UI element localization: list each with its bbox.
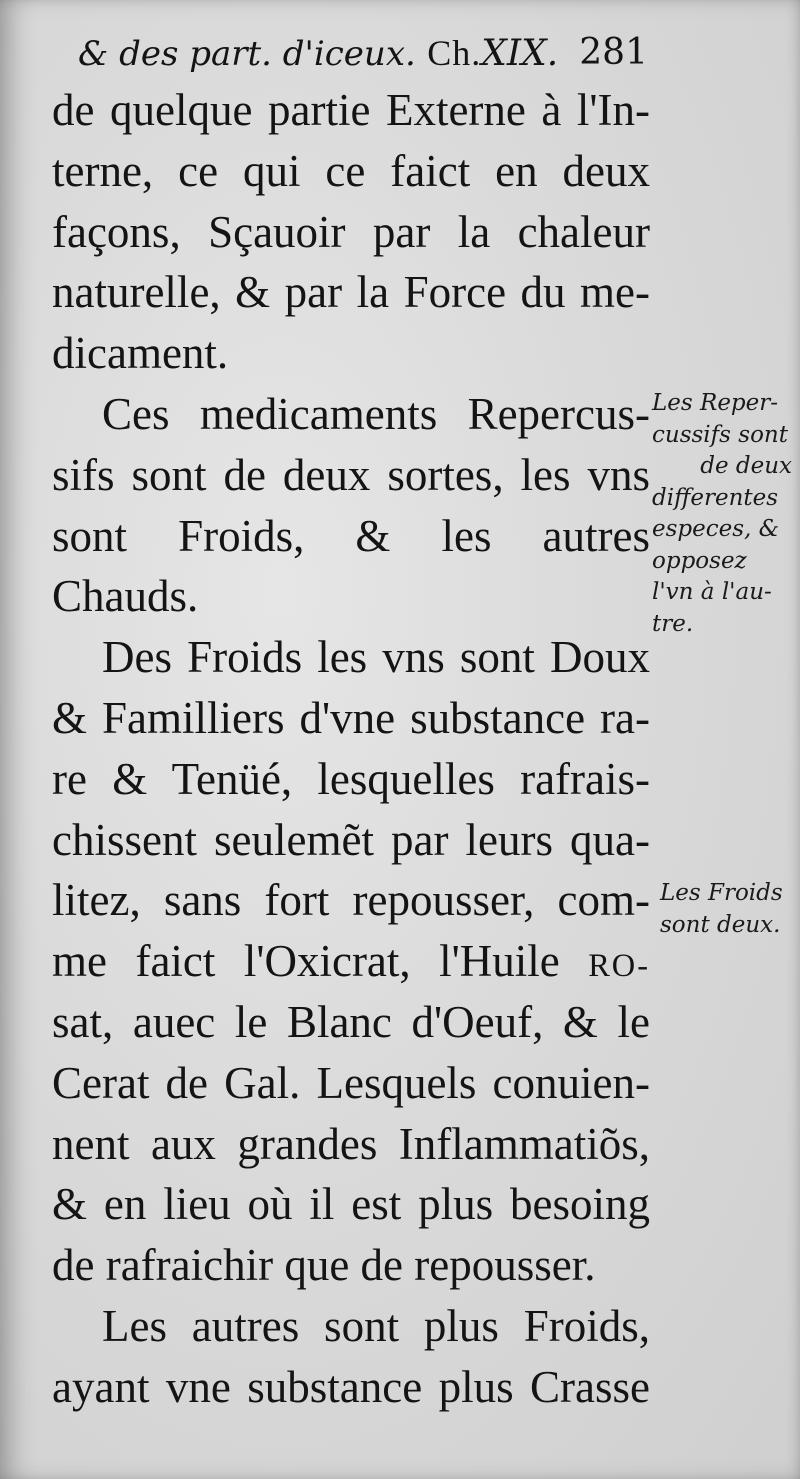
text-line: re & Tenüé, lesquelles rafrais- (52, 753, 650, 804)
text-line: dicament. (52, 328, 229, 379)
margin-note-line: Les Reper- (652, 390, 779, 416)
margin-note-line: sont deux. (660, 911, 781, 938)
text-line: naturelle, & par la Force du me- (52, 267, 650, 318)
text-line: nent aux grandes Inflammatiõs, (52, 1118, 650, 1169)
margin-note-line: especes, & (652, 516, 780, 542)
text-line: de rafraichir que de repousser. (52, 1240, 596, 1291)
text-line: Des Froids les vns sont Doux (102, 632, 650, 683)
text-line: Chauds. (52, 571, 199, 622)
text-line: façons, Sçauoir par la chaleur (52, 206, 650, 257)
margin-note-line: l'vn à l'au- (652, 579, 772, 605)
margin-note-line: cussifs sont (652, 421, 788, 448)
running-title: & des part. d'iceux. (78, 34, 416, 74)
text-line: & en lieu où il est plus besoing (52, 1179, 650, 1230)
text-line: litez, sans fort repousser, com- (52, 875, 650, 926)
text-line: de quelque partie Externe à l'In- (52, 85, 650, 135)
text-line: Ces medicaments Repercus- (102, 388, 650, 439)
page-number: 281 (579, 32, 648, 73)
margin-note-froids (660, 878, 790, 941)
text-line: sat, auec le Blanc d'Oeuf, & le (52, 996, 650, 1047)
margin-note-line: tre. (652, 610, 694, 637)
text-fragment: me faict l'Oxicrat, l'Huile (52, 936, 589, 987)
chapter-number: XIX. (481, 33, 559, 74)
margin-note-repercussifs (652, 388, 792, 640)
body-text (52, 80, 650, 1418)
text-line: chissent seulemẽt par leurs qua- (52, 814, 650, 865)
margin-note-line: opposez (652, 547, 747, 574)
text-line: Cerat de Gal. Lesquels conuien- (52, 1057, 650, 1108)
text-line: Les autres sont plus Froids, (102, 1300, 650, 1351)
chapter-label: Ch. (427, 33, 482, 73)
margin-note-line: differentes (652, 484, 779, 511)
text-line-with-small-caps (52, 931, 650, 992)
text-line: terne, ce qui ce faict en deux (52, 145, 650, 196)
text-line: sifs sont de deux sortes, les vns (52, 449, 650, 500)
margin-note-line: de deux (700, 453, 792, 479)
text-line: sont Froids, & les autres (52, 510, 650, 561)
margin-note-line: Les Froids (660, 880, 783, 906)
text-line: ayant vne substance plus Crasse (52, 1361, 650, 1412)
page-header (78, 28, 648, 78)
small-caps-word: RO- (588, 948, 650, 985)
text-line: & Familliers d'vne substance ra- (52, 692, 650, 743)
